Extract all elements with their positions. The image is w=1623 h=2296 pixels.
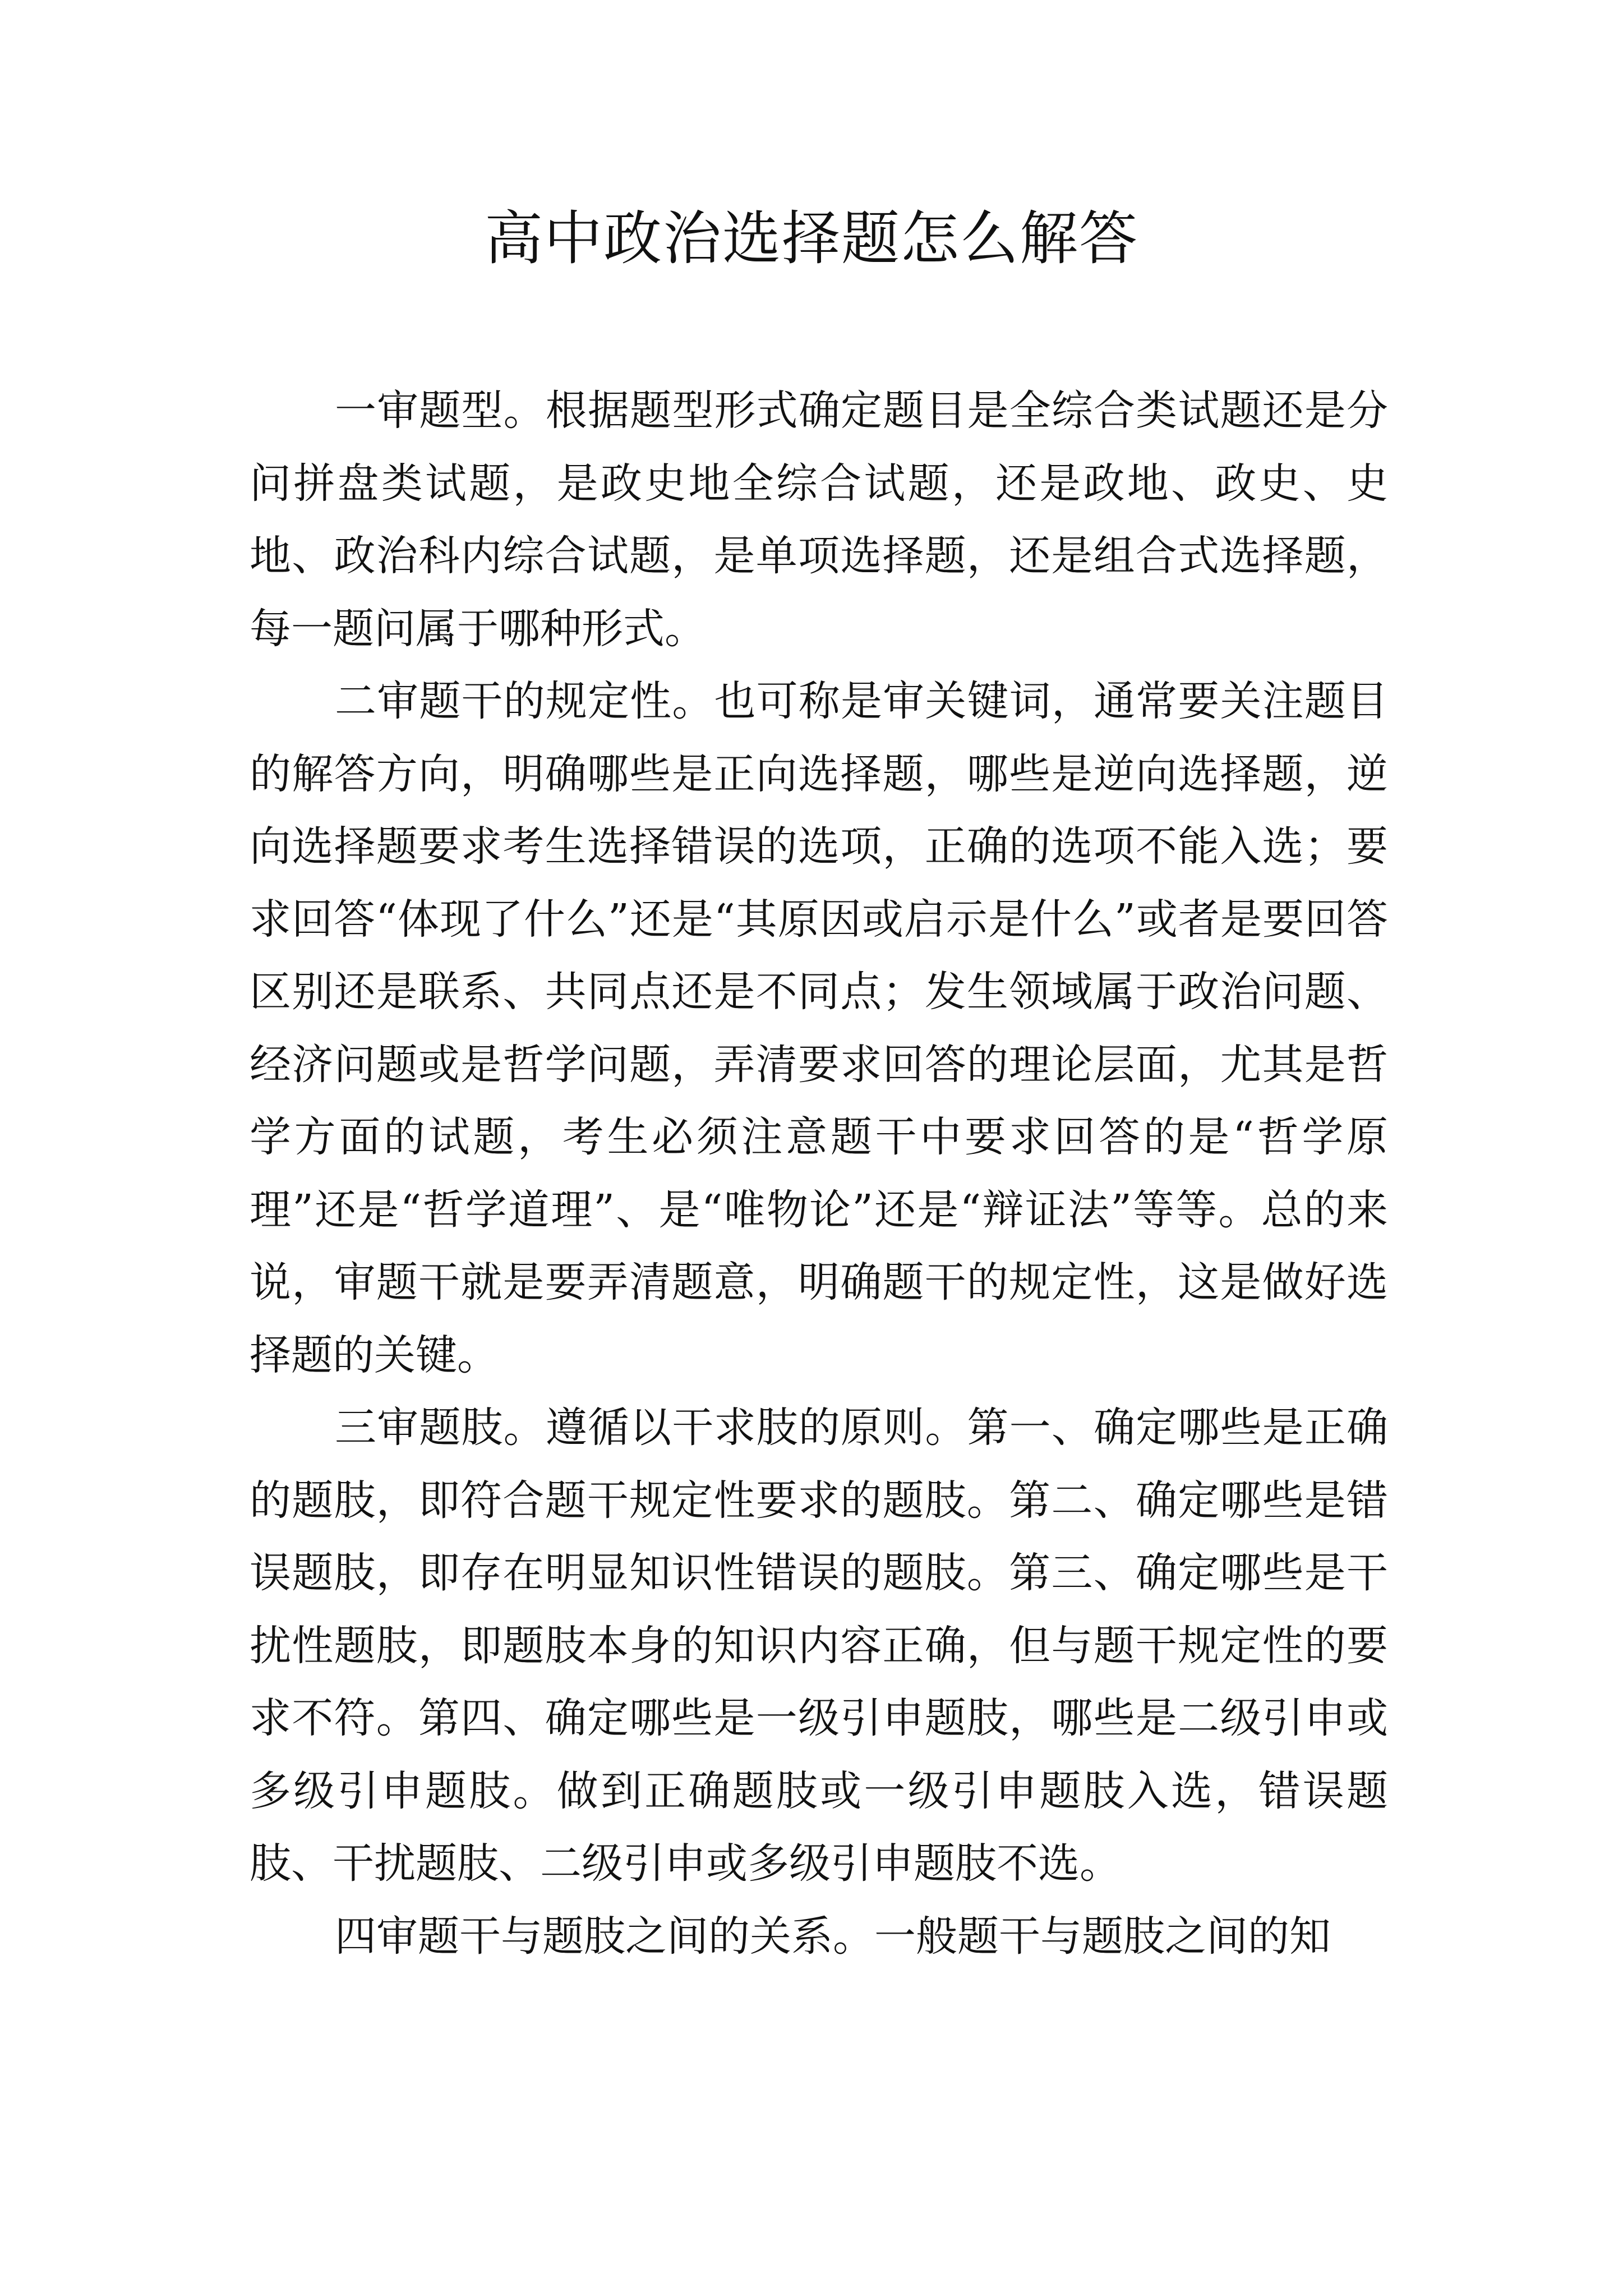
paragraph-1: 一审题型。根据题型形式确定题目是全综合类试题还是分问拼盘类试题，是政史地全综合试题，还是政地、政史、史地、政治科内综合试题，是单项选择题，还是组合式选择题，每一题问属于哪种形式。: [250, 386, 1388, 653]
document-title: 高中政治选择题怎么解答: [484, 204, 1138, 273]
paragraph-3: 三审题肢。遵循以干求肢的原则。第一、确定哪些是正确的题肢，即符合题干规定性要求的题肢。第二、确定哪些是错误题肢，即存在明显知识性错误的题肢。第三、确定哪些是干扰性题肢，即题肢本身的知识内容正确，但与题干规定性的要求不符。第四、确定哪些是一级引申题肢，哪些是二级引申或多级引申题肢。做到正确题肢或一级引申题肢入选，错误题肢、干扰题肢、二级引申或多级引申题肢不选。: [250, 1404, 1388, 1888]
paragraph-2: 二审题干的规定性。也可称是审关键词，通常要关注题目的解答方向，明确哪些是正向选择题，哪些是逆向选择题，逆向选择题要求考生选择错误的选项，正确的选项不能入选；要求回答“体现了什么”还是“其原因或启示是什么”或者是要回答区别还是联系、共同点还是不同点；发生领域属于政治问题、经济问题或是哲学问题，弄清要求回答的理论层面，尤其是哲学方面的试题，考生必须注意题干中要求回答的是“哲学原理”还是“哲学道理”、是“唯物论”还是“辩证法”等等。总的来说，审题干就是要弄清题意，明确题干的规定性，这是做好选择题的关键。: [250, 677, 1388, 1379]
paragraph-4: 四审题干与题肢之间的关系。一般题干与题肢之间的知: [335, 1912, 1331, 1961]
document-body: [250, 375, 1388, 1973]
